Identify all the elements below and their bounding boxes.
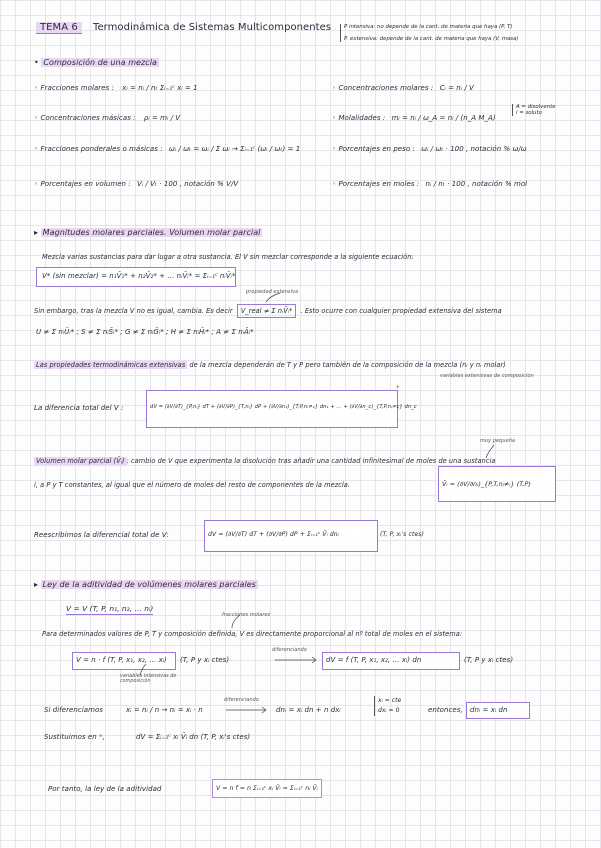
mixing-inequality: V_real ≠ Σ nᵢV̄ᵢ* [237, 304, 297, 318]
eq2-conditions: (T, P y xᵢ ctes) [464, 656, 514, 664]
section1-heading: • Composición de una mezcla [34, 58, 157, 67]
title-tema: TEMA 6 [36, 22, 82, 34]
final-label: Por tanto, la ley de la aditividad [48, 785, 162, 793]
rewrite-conditions: (T, P, xᵢ's ctes) [380, 531, 424, 538]
section3-heading: ▸ Ley de la aditividad de volúmenes molares parciales [34, 580, 256, 589]
row-fracciones-ponderales: ◦ Fracciones ponderales o másicas : ωᵢ / ωₜ = ωᵢ / Σ ωᵢ → Σᵢ₌₁ᶜ (ωᵢ / ωₜ) = 1 [34, 145, 301, 153]
final-eq: V = n f = n Σᵢ₌₁ᶜ xᵢ V̄ᵢ = Σᵢ₌₁ᶜ nᵢ V̄ᵢ [216, 785, 318, 792]
mole-fraction-expr: xᵢ = nᵢ / n → nᵢ = xᵢ · n [126, 706, 203, 714]
eq1: V = n · f (T, P, x₁, x₂, … xᵢ) [76, 656, 167, 664]
then-label: entonces, [428, 706, 463, 714]
section2-heading: ▸ Magnitudes molares parciales. Volumen molar parcial [34, 228, 261, 237]
arrow1-label: diferenciando [272, 647, 307, 653]
volume-function: V = V (T, P, n₁, n₂, … nᵢ) [66, 604, 154, 613]
row-molalidades: ◦ Molalidades : mᵢ = nᵢ / ω_A = nᵢ / (n_A M_A) [332, 114, 496, 122]
row-porc-volumen: ◦ Porcentajes en volumen : Vᵢ / Vₜ · 100 , notación % V/V [34, 180, 239, 188]
eq1-conditions: (T, P y xᵢ ctes) [180, 656, 230, 664]
intensive-vars-note: variables intensivas de composición [120, 674, 177, 684]
composition-vars-note: variables extensivas de composición [440, 373, 534, 379]
unmixed-volume-eq: V* (sin mezclar) = n₁V̄₁* + n₂V̄₂* + … nᵢV̄ᵢ* = Σᵢ₌₁ᶜ nᵢV̄ᵢ* [42, 272, 236, 280]
total-differential-eq: dV = (∂V/∂T)_{P,nᵢ} dT + (∂V/∂P)_{T,nᵢ} dP + (∂V/∂n₁)_{T,P,nᵢ≠₁} dn₁ + … + (∂V/∂n_c)_{T,P,nᵢ≠c} dn_c [150, 404, 417, 410]
rewrite-eq: dV = (∂V/∂T) dT + (∂V/∂P) dP + Σᵢ₌₁ᶜ V̄ᵢ dnᵢ [208, 531, 339, 538]
total-differential-label: La diferencia total del V : [34, 404, 124, 412]
vmp-small-note: muy pequeña [480, 438, 516, 444]
molar-fractions-note: fracciones molares [222, 612, 271, 618]
row-porc-moles: ◦ Porcentajes en moles : nᵢ / nₜ · 100 , notación % mol [332, 180, 528, 188]
vmp-definition-line2: i, a P y T constantes, al igual que el número de moles del resto de componentes de la mezcla. [34, 481, 351, 489]
molality-note: A = disolvente i = soluto [512, 104, 556, 116]
intensive-note: P intensiva: no depende de la cant. de materia que haya (P, T) [344, 24, 513, 30]
constant-cases: xᵢ = cte dxᵢ = 0 [374, 696, 401, 716]
arrow2-label: diferenciando [224, 697, 259, 703]
vmp-definition-line1: Volumen molar parcial (V̄ᵢ) : cambio de V que experimenta la disolución tras añadir una cantidad infinitesimal de moles de una sustancia [36, 457, 496, 465]
proportionality-text: Para determinados valores de P, T y composición definida, V es directamente proporcional al nº total de moles en el sistema: [42, 630, 463, 638]
mixing-text: Sin embargo, tras la mezcla V no es igual, cambia. Es decir V_real ≠ Σ nᵢV̄ᵢ* . Esto ocurre con cualquier propiedad extensiva del sistema [34, 304, 502, 318]
dni-expansion: dnᵢ = xᵢ dn + n dxᵢ [276, 706, 341, 714]
substitute-label: Sustituimos en *, [44, 733, 105, 741]
row-conc-molares: ◦ Concentraciones molares : Cᵢ = nᵢ / V [332, 84, 474, 92]
extensive-note: P. extensiva: depende de la cant. de materia que haya (V, masa) [344, 36, 519, 42]
extensive-inequalities: U ≠ Σ nᵢŪᵢ* ; S ≠ Σ nᵢS̄ᵢ* ; G ≠ Σ nᵢḠᵢ* ; H ≠ Σ nᵢH̄ᵢ* ; A ≠ Σ nᵢĀᵢ* [36, 328, 254, 336]
title-rest: Termodinámica de Sistemas Multicomponentes [92, 22, 332, 33]
section2-intro: Mezcla varias sustancias para dar lugar a otra sustancia. El V sin mezclar corresponde a la siguiente ecuación: [42, 253, 414, 261]
eq2: dV = f (T, P, x₁, x₂, … xᵢ) dn [326, 656, 422, 664]
result-eq: dnᵢ = xᵢ dn [470, 706, 508, 714]
row-porc-peso: ◦ Porcentajes en peso : ωᵢ / ωₜ · 100 , notación % ω/ω [332, 145, 527, 153]
rewrite-label: Reescribimos la diferencial total de V: [34, 531, 169, 539]
row-conc-masicas: ◦ Concentraciones másicas : ρᵢ = mᵢ / V [34, 114, 181, 122]
composition-dependence: Las propiedades termodinámicas extensivas de la mezcla dependerán de T y P pero también de la composición de la mezcla (nᵢ y nᵣ molar) [36, 361, 506, 369]
asterisk-mark: * [396, 384, 400, 392]
differentiate-label: Si diferenciamos [44, 706, 104, 714]
extensive-property-note: propiedad extensiva [246, 289, 299, 295]
row-fracciones-molares: ◦ Fracciones molares : xᵢ = nᵢ / nₜ Σᵢ₌₁ᶜ xᵢ = 1 [34, 84, 198, 92]
vmp-equation: V̄ᵢ = (∂V/∂nᵢ)_{P,T,nⱼ≠ᵢ} (T,P) [442, 480, 531, 488]
substituted-eq: dV = Σᵢ₌₁ᶜ xᵢ V̄ᵢ dn (T, P, xᵢ's ctes) [136, 733, 251, 741]
